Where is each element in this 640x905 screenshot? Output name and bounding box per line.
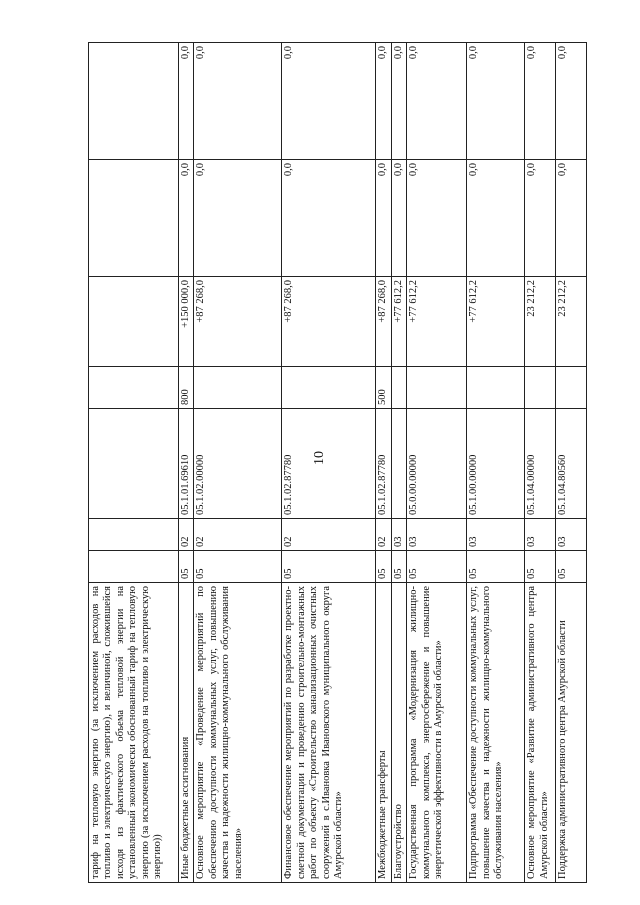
row-value-2-cell: 0,0 [525, 160, 556, 277]
row-target-article-cell: 05.0.00.00000 [407, 409, 467, 519]
row-subsection-cell: 03 [556, 519, 587, 551]
row-section-cell: 05 [391, 551, 406, 583]
table-row [89, 43, 179, 883]
row-value-3-cell: 0,0 [194, 43, 282, 160]
table-row [467, 43, 525, 883]
row-value-2-cell [89, 160, 179, 277]
row-target-article-cell: 05.1.04.80560 [556, 409, 587, 519]
row-amount-cell: 23 212,2 [556, 277, 587, 367]
budget-table [88, 42, 587, 883]
row-name-cell: Государственная программа «Модернизация жилищно-коммунального комплекса, энергосбережение и повышение энергетической эффективности в Амурской области» [407, 583, 467, 883]
row-value-3-cell: 0,0 [376, 43, 391, 160]
row-value-3-cell [89, 43, 179, 160]
row-name-cell: Благоустройство [391, 583, 406, 883]
row-expense-type-cell [194, 367, 282, 409]
row-expense-type-cell [556, 367, 587, 409]
row-value-3-cell: 0,0 [391, 43, 406, 160]
table-row [525, 43, 556, 883]
row-value-2-cell: 0,0 [282, 160, 376, 277]
row-subsection-cell [89, 519, 179, 551]
row-target-article-cell: 05.1.02.87780 [282, 409, 376, 519]
row-amount-cell: +77 612,2 [467, 277, 525, 367]
row-target-article-cell: 05.1.00.00000 [467, 409, 525, 519]
row-expense-type-cell [89, 367, 179, 409]
row-section-cell: 05 [407, 551, 467, 583]
row-name-cell: Финансовое обеспечение мероприятий по разработке проектно-сметной документации и проведению строительно-монтажных работ по объекту «Строительство канализационных очистных сооружений в с.Ивановка Ивановского муниципального округа Амурской области» [282, 583, 376, 883]
row-name-cell: Основное мероприятие «Развитие административного центра Амурской области» [525, 583, 556, 883]
row-expense-type-cell [407, 367, 467, 409]
table-row [556, 43, 587, 883]
row-value-2-cell: 0,0 [391, 160, 406, 277]
row-subsection-cell: 03 [525, 519, 556, 551]
row-amount-cell: +77 612,2 [407, 277, 467, 367]
row-target-article-cell [391, 409, 406, 519]
row-target-article-cell: 05.1.04.00000 [525, 409, 556, 519]
row-subsection-cell: 03 [391, 519, 406, 551]
table-row [407, 43, 467, 883]
row-value-3-cell: 0,0 [525, 43, 556, 160]
row-target-article-cell: 05.1.02.00000 [194, 409, 282, 519]
row-name-cell: Межбюджетные трансферты [376, 583, 391, 883]
row-value-3-cell: 0,0 [282, 43, 376, 160]
row-value-3-cell: 0,0 [407, 43, 467, 160]
row-subsection-cell: 03 [407, 519, 467, 551]
row-section-cell: 05 [282, 551, 376, 583]
table-row [376, 43, 391, 883]
row-section-cell [89, 551, 179, 583]
row-expense-type-cell: 500 [376, 367, 391, 409]
row-amount-cell: +87 268,0 [282, 277, 376, 367]
row-expense-type-cell [467, 367, 525, 409]
row-name-cell: Основное мероприятие «Проведение мероприятий по обеспечению доступности коммунальных услуг, повышению качества и надежности жилищно-коммунального обслуживания населения» [194, 583, 282, 883]
row-section-cell: 05 [179, 551, 194, 583]
row-amount-cell: +77 612,2 [391, 277, 406, 367]
row-value-2-cell: 0,0 [194, 160, 282, 277]
table-row [179, 43, 194, 883]
row-value-2-cell: 0,0 [467, 160, 525, 277]
row-name-cell: тариф на тепловую энергию (за исключением расходов на топливо и электрическую энергию), и величиной, сложившейся исходя из фактического объема тепловой энергии на установленный экономически обоснованный тариф на тепловую энергию (за исключением расходов на топливо и электрическую энергию)) [89, 583, 179, 883]
table-row [391, 43, 406, 883]
row-value-2-cell: 0,0 [376, 160, 391, 277]
row-target-article-cell: 05.1.01.69610 [179, 409, 194, 519]
row-expense-type-cell [282, 367, 376, 409]
budget-table-container [88, 43, 598, 883]
row-expense-type-cell [391, 367, 406, 409]
row-value-2-cell: 0,0 [407, 160, 467, 277]
row-section-cell: 05 [376, 551, 391, 583]
row-amount-cell: +150 000,0 [179, 277, 194, 367]
page-number: 10 [312, 451, 327, 465]
row-value-3-cell: 0,0 [467, 43, 525, 160]
row-target-article-cell [89, 409, 179, 519]
row-amount-cell: +87 268,0 [194, 277, 282, 367]
row-name-cell: Подпрограмма «Обеспечение доступности коммунальных услуг, повышение качества и надежности жилищно-коммунального обслуживания населения» [467, 583, 525, 883]
row-subsection-cell: 03 [467, 519, 525, 551]
row-section-cell: 05 [194, 551, 282, 583]
row-subsection-cell: 02 [376, 519, 391, 551]
row-section-cell: 05 [556, 551, 587, 583]
row-value-3-cell: 0,0 [179, 43, 194, 160]
row-name-cell: Поддержка административного центра Амурской области [556, 583, 587, 883]
row-expense-type-cell [525, 367, 556, 409]
row-subsection-cell: 02 [194, 519, 282, 551]
row-expense-type-cell: 800 [179, 367, 194, 409]
row-amount-cell [89, 277, 179, 367]
row-amount-cell: +87 268,0 [376, 277, 391, 367]
budget-table-body [89, 43, 587, 883]
row-section-cell: 05 [525, 551, 556, 583]
row-value-2-cell: 0,0 [179, 160, 194, 277]
table-row [194, 43, 282, 883]
table-row [282, 43, 376, 883]
row-subsection-cell: 02 [282, 519, 376, 551]
row-value-3-cell: 0,0 [556, 43, 587, 160]
row-value-2-cell: 0,0 [556, 160, 587, 277]
row-amount-cell: 23 212,2 [525, 277, 556, 367]
row-subsection-cell: 02 [179, 519, 194, 551]
row-section-cell: 05 [467, 551, 525, 583]
row-name-cell: Иные бюджетные ассигнования [179, 583, 194, 883]
row-target-article-cell: 05.1.02.87780 [376, 409, 391, 519]
